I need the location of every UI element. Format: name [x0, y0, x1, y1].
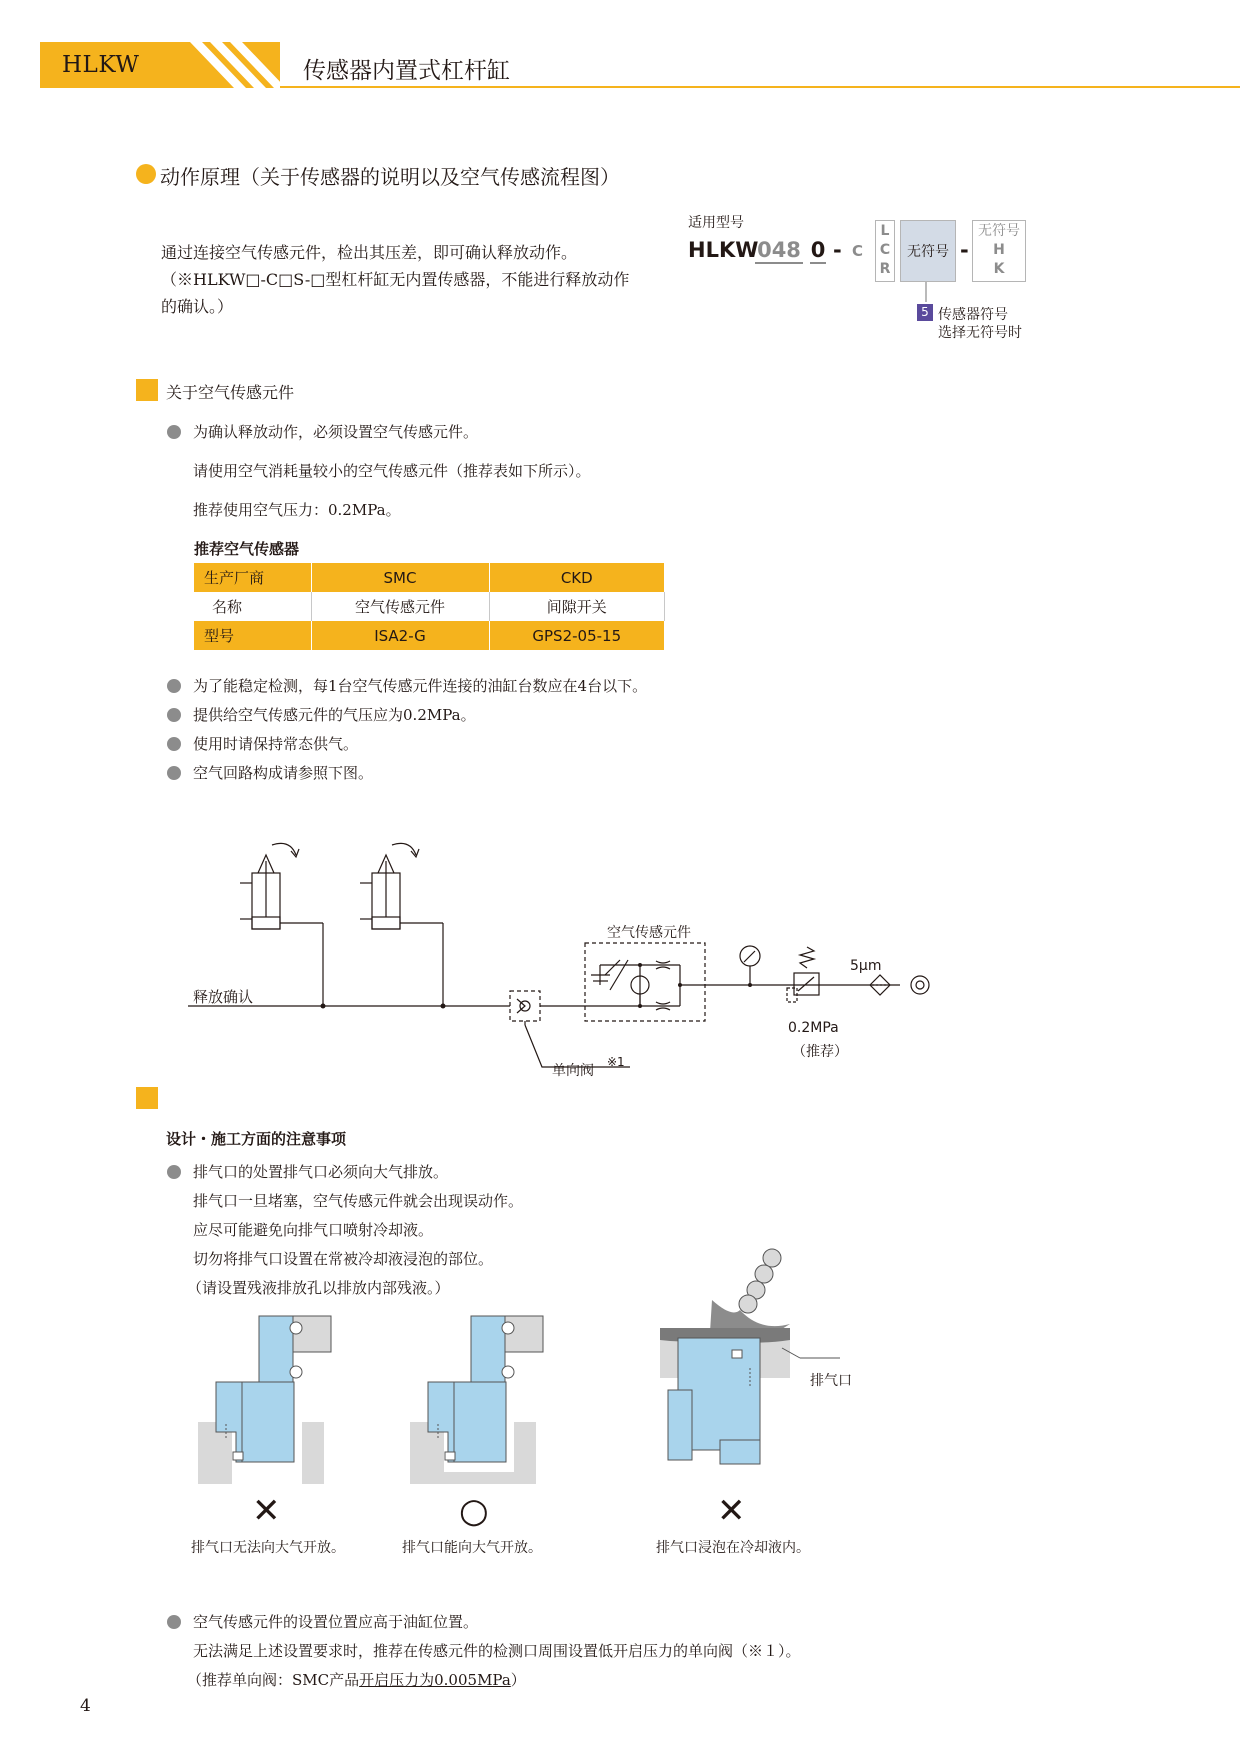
recommend-table: [194, 563, 665, 650]
model-dash-1: -: [833, 238, 842, 262]
design-line-2: 应尽可能避免向排气口喷射冷却液。: [193, 1221, 434, 1239]
exhaust-port-label: 排气口: [810, 1373, 852, 1389]
figure-caption-3: 排气口浸泡在冷却液内。: [656, 1540, 810, 1556]
sensor-bullet-3: 提供给空气传感元件的气压应为0.2MPa。: [193, 706, 476, 724]
cylinder-figure-2: [408, 1312, 558, 1492]
model-connector: [920, 282, 932, 304]
model-dash-2: -: [960, 238, 969, 262]
bullet-icon: [167, 425, 181, 439]
model-col1-c: C: [879, 242, 891, 258]
wrong-mark-icon: ✕: [252, 1491, 281, 1531]
bullet-icon: [167, 679, 181, 693]
table-cell: 生产厂商: [194, 563, 311, 592]
check-valve-ref: ※1: [607, 1055, 625, 1069]
model-col2: [972, 220, 1026, 282]
figure-caption-2: 排气口能向大气开放。: [402, 1540, 542, 1556]
cylinder-symbol-1: [240, 843, 323, 1006]
table-cell: ISA2-G: [311, 621, 489, 650]
header-title: 传感器内置式杠杆缸: [303, 58, 510, 84]
bullet-icon: [167, 766, 181, 780]
check-valve-label: 单向阀: [552, 1063, 594, 1079]
design-bullet-1: 排气口的处置排气口必须向大气排放。: [193, 1163, 449, 1181]
model-c: C: [852, 242, 864, 260]
section-dot-icon: [136, 164, 156, 184]
table-cell: CKD: [489, 563, 665, 592]
table-cell: 间隙开关: [489, 592, 665, 621]
header-code: HLKW: [62, 52, 140, 78]
table-cell: 名称: [194, 592, 311, 621]
design-line-1: 排气口一旦堵塞，空气传感元件就会出现误动作。: [193, 1192, 524, 1210]
model-col1-r: R: [879, 261, 891, 277]
figure-caption-1: 排气口无法向大气开放。: [191, 1540, 345, 1556]
design-line-b3-underline: 开启压力为0.005MPa: [359, 1671, 511, 1689]
model-col2-h: H: [993, 242, 1005, 258]
section-title: 动作原理（关于传感器的说明以及空气传感流程图）: [160, 165, 620, 189]
model-size: 048: [755, 238, 803, 264]
table-cell: 型号: [194, 621, 311, 650]
model-col2-none: 无符号: [978, 223, 1020, 239]
sensor-bullet-5: 空气回路构成请参照下图。: [193, 764, 374, 782]
cylinder-figure-1: [196, 1312, 346, 1492]
bullet-icon: [167, 1615, 181, 1629]
cylinder-figure-3: [640, 1240, 840, 1490]
filter-label: 5μm: [850, 958, 882, 974]
intro-line-1: 通过连接空气传感元件，检出其压差，即可确认释放动作。: [161, 243, 578, 262]
design-line-b3-suffix: ）: [510, 1671, 526, 1689]
intro-line-3: 的确认。）: [161, 297, 234, 316]
model-col2-k: K: [993, 261, 1005, 277]
design-line-b3-prefix: （推荐单向阀：SMC产品: [187, 1671, 360, 1689]
subsection-square-icon: [136, 379, 158, 401]
model-col1-l: L: [880, 223, 890, 239]
subsection-title: 关于空气传感元件: [166, 383, 295, 402]
correct-mark-icon: ○: [459, 1491, 489, 1531]
model-note-1: 传感器符号: [938, 307, 1008, 323]
sensor-bullet-2: 为了能稳定检测，每1台空气传感元件连接的油缸台数应在4台以下。: [193, 677, 648, 695]
page-number: 4: [80, 1696, 91, 1716]
release-confirm-label: 释放确认: [193, 988, 254, 1006]
header-divider: [280, 86, 1240, 88]
bullet-icon: [167, 1165, 181, 1179]
bullet-icon: [167, 737, 181, 751]
design-line-4: （请设置残液排放孔以排放内部残液。）: [187, 1279, 450, 1297]
wrong-mark-icon: ✕: [717, 1491, 746, 1531]
design-line-b2: 无法满足上述设置要求时，推荐在传感元件的检测口周围设置低开启压力的单向阀（※１）。: [193, 1642, 801, 1660]
table-row: [194, 592, 665, 621]
cylinder-symbol-2: [360, 843, 443, 1006]
table-title: 推荐空气传感器: [194, 540, 300, 558]
model-prefix: HLKW: [688, 238, 759, 262]
model-badge: 5: [917, 304, 933, 321]
sensor-bullet-1: 为确认释放动作，必须设置空气传感元件。: [193, 423, 479, 441]
sensor-bullet-4: 使用时请保持常态供气。: [193, 735, 359, 753]
table-cell: SMC: [311, 563, 489, 592]
model-col1: [875, 220, 895, 282]
design-line-3: 切勿将排气口设置在常被冷却液浸泡的部位。: [193, 1250, 494, 1268]
design-title: 设计・施工方面的注意事项: [166, 1130, 347, 1148]
model-selected-box: 无符号: [900, 220, 956, 282]
sensor-line-3: 推荐使用空气压力：0.2MPa。: [193, 501, 401, 519]
model-digit: 0: [810, 238, 826, 262]
design-bullet-2: 空气传感元件的设置位置应高于油缸位置。: [193, 1613, 479, 1631]
sensor-line-2: 请使用空气消耗量较小的空气传感元件（推荐表如下所示）。: [193, 462, 591, 480]
pressure-label: 0.2MPa: [788, 1020, 839, 1036]
subsection-square-icon: [136, 1087, 158, 1109]
model-note-2: 选择无符号时: [938, 325, 1022, 341]
bullet-icon: [167, 708, 181, 722]
pressure-note: （推荐）: [792, 1044, 848, 1060]
table-row: [194, 621, 665, 650]
sensor-element-label: 空气传感元件: [607, 925, 691, 941]
table-row: [194, 563, 665, 592]
intro-line-2: （※HLKW□-C□S-□型杠杆缸无内置传感器，不能进行释放动作: [161, 270, 630, 289]
table-cell: 空气传感元件: [311, 592, 489, 621]
model-label: 适用型号: [688, 215, 744, 231]
design-line-b3: [187, 1670, 526, 1690]
table-cell: GPS2-05-15: [489, 621, 665, 650]
